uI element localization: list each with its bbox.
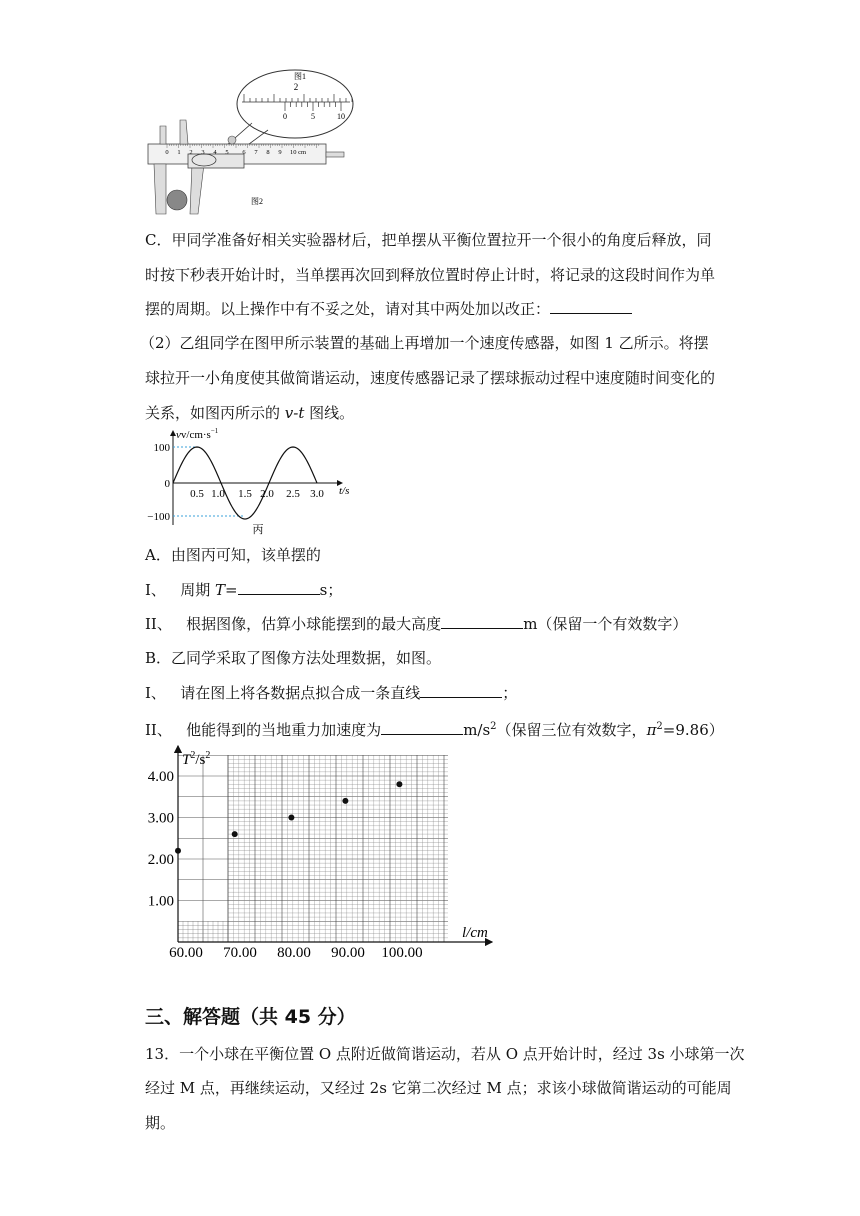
- q2-line-2: 球拉开一小角度使其做简谐运动，速度传感器记录了摆球振动过程中速度随时间变化的: [145, 369, 716, 387]
- qc-line-2: 时按下秒表开始计时，当单摆再次回到释放位置时停止计时，将记录的这段时间作为单: [145, 266, 716, 284]
- vt-xtick: 0.5: [190, 488, 204, 500]
- vt-xtick: 2.5: [286, 488, 300, 500]
- data-point: [232, 831, 238, 837]
- vt-xtick: 1.0: [211, 488, 225, 500]
- section-heading: 三、解答题（共 45 分）: [145, 1006, 356, 1028]
- t2-xtick: 100.00: [381, 945, 423, 961]
- t2-xtick: 90.00: [331, 945, 365, 961]
- t2-ytick: 4.00: [147, 769, 174, 785]
- qa-ii: II、 根据图像，估算小球能摆到的最大高度 m（保留一个有效数字）: [145, 615, 688, 633]
- qb-i: I、 请在图上将各数据点拟合成一条直线 ；: [145, 684, 518, 702]
- qa-i: I、 周期 T= s；: [145, 581, 343, 599]
- t2-ytick: 2.00: [147, 852, 174, 868]
- vt-xtick: 2.0: [260, 488, 274, 500]
- period-blank[interactable]: [238, 580, 320, 595]
- q13-line-1: 13．一个小球在平衡位置 O 点附近做简谐运动，若从 O 点开始计时，经过 3s 小球第一次: [145, 1045, 745, 1063]
- t2-xtick: 80.00: [277, 945, 311, 961]
- vt-ytick-neg100: −100: [147, 511, 170, 523]
- q13-line-3: 期。: [145, 1114, 176, 1132]
- q2-line-1: （2）乙组同学在图甲所示装置的基础上再增加一个速度传感器，如图 1 乙所示。将摆: [140, 334, 709, 352]
- svg-text:5: 5: [225, 149, 229, 156]
- t2-ytick: 3.00: [147, 810, 174, 827]
- ball-icon: [167, 190, 187, 210]
- qc-line-3: 摆的周期。以上操作中有不妥之处，请对其中两处加以改正：: [145, 299, 632, 319]
- qc-line-1: C．甲同学准备好相关实验器材后，把单摆从平衡位置拉开一个很小的角度后释放，同: [145, 231, 712, 249]
- svg-text:6: 6: [242, 149, 246, 156]
- svg-text:8: 8: [266, 149, 270, 156]
- vt-y-label: $vv/cm\cdot s^{-1}$: [176, 427, 219, 441]
- qb-intro: B．乙同学采取了图像方法处理数据，如图。: [145, 649, 442, 667]
- zoom-vernier-10: 10: [337, 112, 345, 121]
- vt-ytick-100: 100: [153, 442, 170, 454]
- zoom-main-tick: 2: [293, 82, 299, 92]
- zoom-vernier-0: 0: [283, 112, 287, 121]
- data-point: [342, 798, 348, 804]
- zoom-label: 图1: [294, 72, 306, 81]
- t2-xtick: 60.00: [169, 945, 203, 961]
- t2-y-label: $T^2/s^2$: [182, 750, 211, 768]
- height-blank[interactable]: [441, 614, 523, 629]
- q2-line-3: 关系，如图丙所示的 v-t 图线。: [145, 404, 355, 422]
- graph-paper-grid: [178, 755, 448, 942]
- svg-text:9: 9: [278, 149, 282, 156]
- t2-xtick: 70.00: [223, 945, 257, 961]
- svg-text:0: 0: [165, 149, 169, 156]
- gravity-blank[interactable]: [381, 720, 463, 735]
- svg-text:7: 7: [254, 149, 258, 156]
- vt-xtick: 3.0: [310, 488, 324, 500]
- svg-text:2: 2: [189, 149, 193, 156]
- vt-ytick-0: 0: [164, 478, 170, 490]
- data-point: [175, 848, 181, 854]
- vt-xtick: 1.5: [238, 488, 252, 500]
- qb-ii: II、 他能得到的当地重力加速度为 $m/s^2$（保留三位有效数字，$\pi^2=9.86$）: [145, 721, 724, 739]
- t2-ytick: 1.00: [147, 893, 174, 910]
- data-point: [288, 815, 294, 821]
- svg-text:4: 4: [213, 149, 217, 156]
- zoom-vernier-5: 5: [311, 112, 315, 121]
- vt-caption: 丙: [252, 524, 264, 536]
- svg-text:1: 1: [177, 149, 181, 156]
- fit-line-blank[interactable]: [420, 683, 502, 698]
- svg-text:10 cm: 10 cm: [289, 149, 307, 156]
- t2-l-chart: [140, 742, 500, 964]
- vt-chart: [140, 425, 370, 537]
- qa-intro: A．由图丙可知，该单摆的: [145, 546, 321, 564]
- data-point: [396, 781, 402, 787]
- q13-line-2: 经过 M 点，再继续运动，又经过 2s 它第二次经过 M 点；求该小球做简谐运动的可能周: [145, 1079, 732, 1097]
- vt-x-label: t/s: [339, 485, 350, 497]
- qc-answer-blank[interactable]: [550, 299, 632, 314]
- t2-x-label: l/cm: [462, 925, 488, 941]
- svg-text:3: 3: [201, 149, 205, 156]
- caliper-caption: 图2: [251, 197, 263, 206]
- caliper-figure: [140, 68, 380, 220]
